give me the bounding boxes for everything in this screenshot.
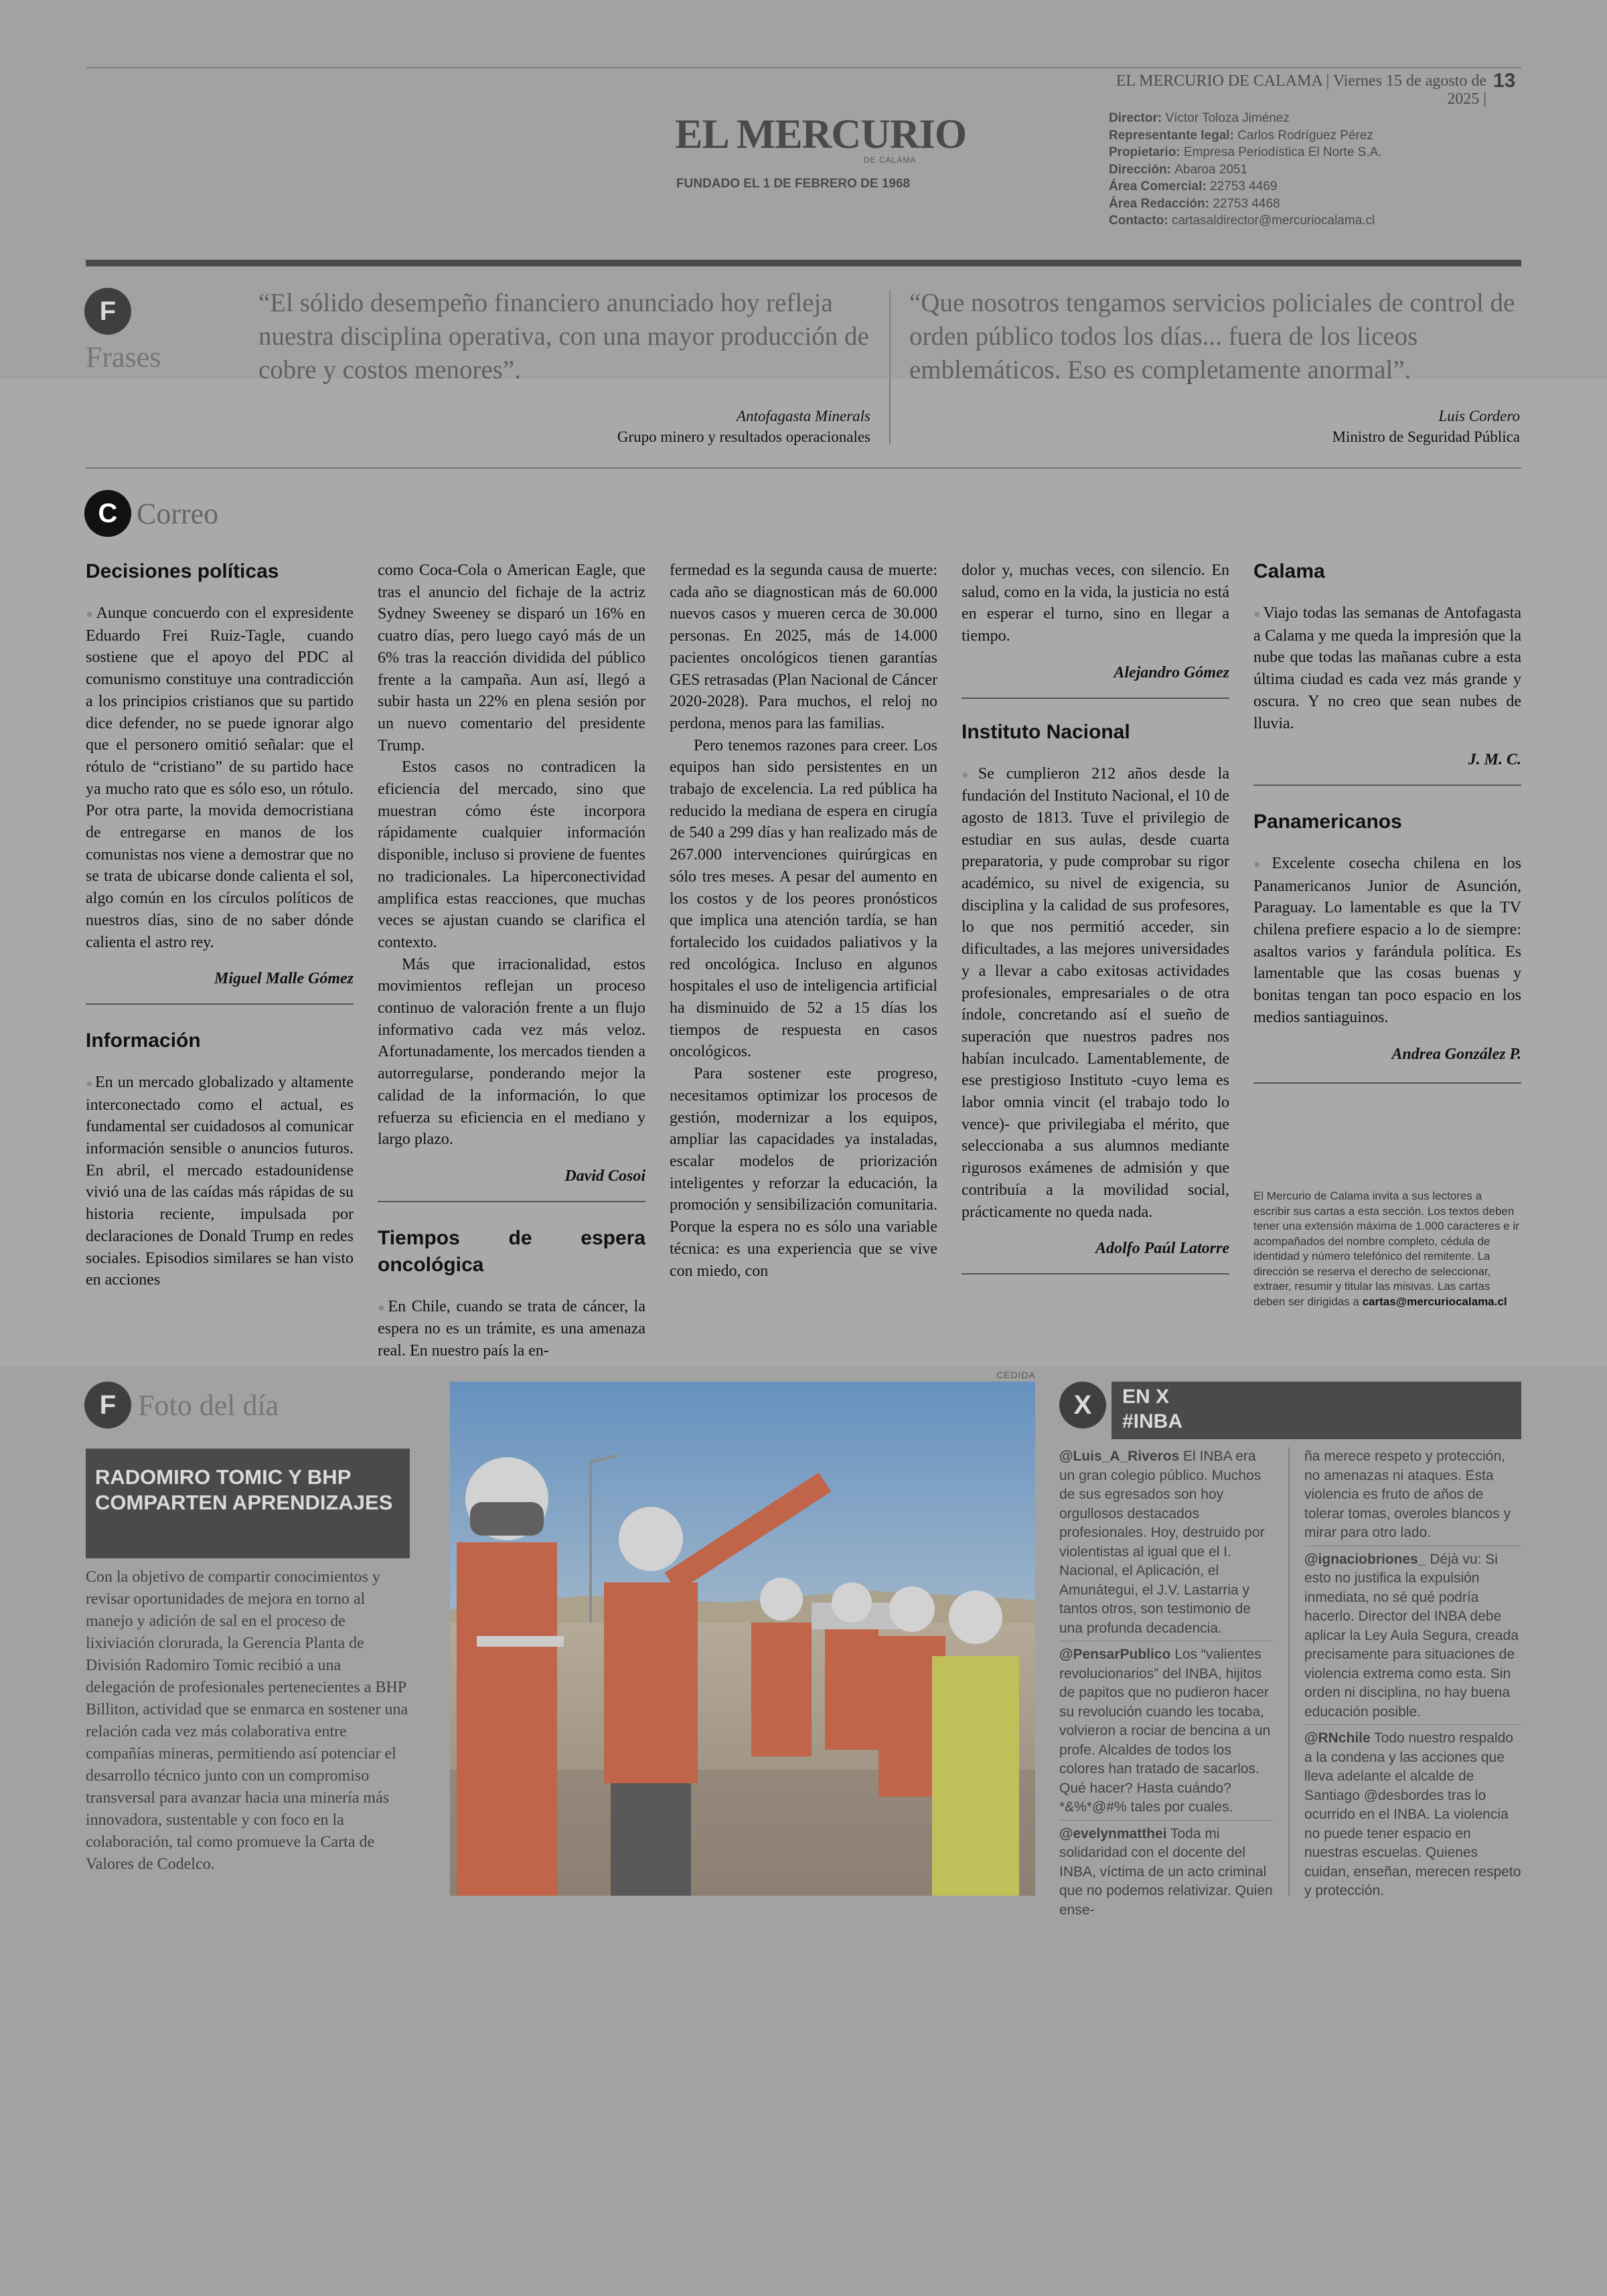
letter-signature-gonzalez: Andrea González P. [1391, 1045, 1521, 1063]
quote-2-author: Luis Cordero [1438, 408, 1520, 424]
letter-body-oncologica: ● En Chile, cuando se trata de cáncer, la espera no es un trámite, es una amenaza real. En nuestro país la en- [378, 1296, 645, 1362]
staff-label: Contacto: [1109, 214, 1172, 228]
letter-signature-jmc: J. M. C. [1468, 751, 1521, 769]
letter-body-oncologica-cont: fermedad es la segunda causa de muerte: cada año se diagnostican más de 60.000 nuevos casos y mueren cerca de 30.000 personas. En 2025, más de 14.000 pacientes oncológicos tienen garantías GES retrasadas (Plan Nacional de Cáncer 2020-2028). Para muchos, el reloj no perdona, menos para las familias. [670, 562, 937, 732]
quote-2-role: Ministro de Seguridad Pública [1332, 428, 1520, 445]
correo-column-5 [1253, 558, 1521, 1084]
staff-value: Abaroa 2051 [1174, 162, 1248, 177]
x-post-text: Los “valientes revolucionarios” del INBA, hijitos de papitos que no pudieron hacer su revolución cuando les tocaba, volvieron a rociar de bencina a un profe. Alcaldes de todos los colores han tratado de sacarlos. Qué hacer? Hasta cuándo? *&%*@#% tales por cuales. [1059, 1647, 1271, 1815]
staff-value: 22753 4469 [1210, 179, 1278, 193]
enx-header [1122, 1384, 1182, 1434]
letter-signature-cosoi: David Cosoi [564, 1167, 645, 1185]
enx-column-left [1059, 1447, 1274, 1926]
foto-badge: F [84, 1382, 131, 1428]
x-post-user[interactable]: @evelynmatthei [1059, 1825, 1167, 1841]
correo-column-4 [962, 560, 1229, 1275]
staff-row [1109, 178, 1497, 195]
x-post-user[interactable]: @RNchile [1304, 1730, 1371, 1746]
staff-label: Representante legal: [1109, 128, 1238, 143]
enx-title-line1: EN X [1122, 1386, 1170, 1408]
foto-title: Foto del día [138, 1389, 279, 1422]
letter-body-oncologica-p3: Para sostener este progreso, necesitamos optimizar los procesos de gestión, modernizar a los equipos, ampliar las capacidades ya instaladas, escalar modelos de priorización inteligentes y reforzar la educación, la promoción y sensibilización comunitaria. Porque la espera no es sólo una variable técnica: es una experiencia que se vive con miedo, con [670, 1065, 937, 1280]
x-post-user[interactable]: @PensarPublico [1059, 1647, 1171, 1662]
masthead-rule [86, 260, 1521, 266]
frases-title: Frases [86, 341, 161, 374]
x-post [1304, 1729, 1521, 1904]
frases-badge: F [84, 288, 131, 335]
x-post-text: Toda mi solidaridad con el docente del INBA, víctima de un acto criminal que no podemos relativizar. Quien ense- [1059, 1825, 1273, 1918]
staff-row [1109, 127, 1497, 145]
x-post-text: ña merece respeto y protección, no amenazas ni ataques. Esta violencia es fruto de años de tolerar tomas, overoles blancos y mirar para otro lado. [1304, 1449, 1511, 1540]
x-post-text: Todo nuestro respaldo a la condena y las acciones que lleva adelante el alcalde de Santiago @desbordes tras lo ocurrido en el INBA. La violencia no puede tener espacio en nuestras escuelas. Quienes cuidan, enseñan, merecen respeto y protección. [1304, 1730, 1521, 1898]
letter-body-oncologica-end: dolor y, muchas veces, con silencio. En salud, como en la vida, la justicia no está en esperar el turno, sino en llegar a tiempo. [962, 562, 1229, 645]
x-post [1059, 1645, 1274, 1821]
letter-body-informacion: ● En un mercado globalizado y altamente interconectado como el actual, es fundamental ser cuidadosos al comunicar información sensible o anuncios futuros. En abril, el mercado estadounidense vivió una de las caídas más rápidas de su historia reciente, impulsada por declaraciones de Donald Trump en redes sociales. Episodios similares se han visto en acciones [86, 1072, 354, 1291]
x-post-text: Déjà vu: Si esto no justifica la expulsión inmediata, no sé qué podría hacerlo. Director del INBA debe aplicar la Ley Aula Segura, creada precisamente para situaciones de violencia extrema como esta. Sin orden ni disciplina, no hay buena educación posible. [1304, 1551, 1519, 1720]
page-number: 13 [1493, 70, 1516, 92]
enx-badge: X [1059, 1382, 1106, 1428]
staff-row [1109, 110, 1497, 127]
staff-row [1109, 195, 1497, 213]
photo-credit: CEDIDA [996, 1370, 1036, 1380]
x-post [1304, 1447, 1521, 1546]
quote-1-author: Antofagasta Minerals [737, 408, 870, 424]
enx-column-right [1304, 1447, 1521, 1908]
quote-2-attribution [1185, 406, 1520, 447]
quote-1-role: Grupo minero y resultados operacionales [617, 428, 870, 445]
correo-column-1 [86, 558, 354, 1291]
letter-body-decisiones: ● Aunque concuerdo con el expresidente Eduardo Frei Ruiz-Tagle, cuando sostiene que el apoyo del PDC al comunismo constituye una contradicción a los principios cristianos que su partido dice defender, no se puede ignorar algo que el personero omitió señalar: que el rótulo de “cristiano” de su partido hace ya mucho rato que es sólo eso, un rótulo. Por otra parte, la movida democristiana de entregarse en manos de los comunistas nos viene a demostrar que no se trata de ubicarse donde calienta el sol, algo común en los círculos políticos de nuestros días, sino de no saber dónde calienta el astro rey. [86, 602, 354, 953]
letter-body-panamericanos: ● Excelente cosecha chilena en los Panamericanos Junior de Asunción, Paraguay. Lo lamentable es que la TV chilena prefiere espacio a lo de siempre: asaltos varios y farándula política. Es lamentable que las cosas buenas y bonitas tengan tan poco espacio en los medios santiaguinos. [1253, 853, 1521, 1029]
staff-value: 22753 4468 [1213, 196, 1280, 211]
correo-column-3 [670, 560, 937, 1282]
foto-headline: RADOMIRO TOMIC Y BHP COMPARTEN APRENDIZAJES [86, 1449, 410, 1558]
correo-column-2 [378, 560, 645, 1362]
staff-row [1109, 212, 1497, 230]
staff-label: Área Redacción: [1109, 196, 1213, 211]
correo-title: Correo [137, 497, 219, 530]
letter-signature-malle: Miguel Malle Gómez [214, 970, 354, 988]
staff-row [1109, 144, 1497, 161]
dateline: EL MERCURIO DE CALAMA | Viernes 15 de agosto de 2025 | [1116, 72, 1486, 108]
x-post-user[interactable]: @ignaciobriones_ [1304, 1551, 1426, 1567]
letter-body-instituto: ● Se cumplieron 212 años desde la fundación del Instituto Nacional, el 10 de agosto de 1813. Tuve el privilegio de estudiar en sus aulas, desde cuarta preparatoria, y pude comprobar su rigor académico, su nivel de exigencia, su disciplina y la calidad de sus profesores, lo que nos permitió acceder, sin dificultades, a las mejores universidades y a llevar a cabo exitosas actividades profesionales, empresariales o de otra índole, concretando así el sueño de superación que nuestros padres nos habían inculcado. Lamentablemente, de ese prestigioso Instituto -cuyo lema es labor omnia vincit (el trabajo todo lo vence)- que privilegiaba el mérito, que seleccionaba a sus alumnos mediante rigurosos exámenes de admisión y que contribuía a la movilidad social, prácticamente no queda nada. [962, 763, 1229, 1224]
letter-heading-instituto: Instituto Nacional [962, 720, 1130, 743]
letter-body-calama: ● Viajo todas las semanas de Antofagasta a Calama y me queda la impresión que la nube que todas las mañanas cubre a esta última ciudad es cada vez más grande y oscura. Y no creo que sean nubes de lluvia. [1253, 602, 1521, 734]
correo-badge: C [84, 490, 131, 537]
staff-value: Empresa Periodística El Norte S.A. [1183, 145, 1382, 159]
x-post-text: El INBA era un gran colegio público. Muchos de sus egresados son hoy orgullosos destacados profesionales. Hoy, destruido por violentistas al igual que el I. Nacional, el Aplicación, el Amunátegui, el J.V. Lastarria y tantos otros, son testimonio de una profunda decadencia. [1059, 1449, 1265, 1636]
enx-divider [1288, 1447, 1290, 1896]
top-rule [86, 67, 1521, 68]
quote-2-text: “Que nosotros tengamos servicios policiales de control de orden público todos los días... fuera de los liceos emblemáticos. Eso es completamente anormal”. [909, 289, 1515, 384]
letter-heading-oncologica: Tiempos de espera oncológica [378, 1226, 645, 1276]
letter-body-informacion-p3: Más que irracionalidad, estos movimientos reflejan un proceso continuo de valoración frente a un flujo informativo cada vez más veloz. Afortunadamente, los mercados tienden a autorregularse, ponderando mejor la calidad de la información, lo que refuerza su eficiencia en el mediano y largo plazo. [378, 955, 645, 1149]
letter-signature-paul: Adolfo Paúl Latorre [1095, 1240, 1229, 1258]
x-post-user[interactable]: @Luis_A_Riveros [1059, 1449, 1180, 1464]
letter-body-informacion-p2: Estos casos no contradicen la eficiencia del mercado, sino que muestran cómo éste incorpora rápidamente cualquier información disponible, incluso si proviene de fuentes no tradicionales. La hiperconectividad amplifica estas reacciones, que muchas veces se ajustan cuando se clarifica el contexto. [378, 758, 645, 951]
quote-1-text: “El sólido desempeño financiero anunciado hoy refleja nuestra disciplina operativa, con una mayor producción de cobre y costos menores”. [258, 289, 869, 384]
x-post [1059, 1447, 1274, 1641]
masthead-logo: EL MERCURIO [675, 112, 967, 157]
foto-caption: Con la objetivo de compartir conocimientos y revisar oportunidades de mejora en torno al manejo y adición de sal en el proceso de lixiviación clorurada, la Gerencia Planta de División Radomiro Tomic recibió a una delegación de profesionales pertenecientes a BHP Billiton, actividad que se enmarca en sostener una relación cada vez más colaborativa entre compañías mineras, permitiendo así potenciar el desarrollo técnico junto con un compromiso transversal para avanzar hacia una minería más innovadora, sustentable y con foco en la colaboración, tal como promueve la Carta de Valores de Codelco. [86, 1568, 408, 1873]
letter-heading-informacion: Información [86, 1029, 201, 1052]
letters-email[interactable]: cartas@mercuriocalama.cl [1362, 1295, 1507, 1308]
photo-of-the-day [450, 1382, 1035, 1896]
letter-heading-panamericanos: Panamericanos [1253, 810, 1402, 833]
staff-label: Director: [1109, 111, 1166, 125]
letter-heading-decisiones: Decisiones políticas [86, 560, 279, 582]
x-post [1304, 1550, 1521, 1726]
staff-value: Carlos Rodríguez Pérez [1237, 128, 1373, 143]
staff-row [1109, 161, 1497, 179]
staff-value: cartasaldirector@mercuriocalama.cl [1171, 214, 1375, 228]
enx-title-line2: #INBA [1122, 1410, 1183, 1432]
staff-label: Propietario: [1109, 145, 1184, 159]
letter-signature-gomez: Alejandro Gómez [1114, 663, 1229, 681]
staff-list [1109, 110, 1497, 230]
x-post [1059, 1825, 1274, 1923]
letter-body-oncologica-p2: Pero tenemos razones para creer. Los equipos han sido persistentes en un trabajo de excelencia. La red pública ha reducido la mediana de espera en cirugía de 540 a 299 días y han realizado más de 267.000 intervenciones quirúrgicas en sólo tres meses. A pesar del aumento en los costos y de los peores pronósticos que implica una atención tardía, se han fortalecido los cuidados paliativos y la red oncológica. Incluso en algunos hospitales el uso de inteligencia artificial ha disminuido de 52 a 15 días los tiempos de respuesta en casos oncológicos. [670, 736, 937, 1061]
frases-bottom-rule [86, 467, 1521, 469]
letter-heading-calama: Calama [1253, 560, 1325, 582]
letter-body-informacion-cont: como Coca-Cola o American Eagle, que tras el anuncio del fichaje de la actriz Sydney Sweeney se disparó un 16% en cuatro días, pero luego cayó más de un 6% tras la reacción dividida del público frente a la campaña. Aun así, llegó a subir hasta un 22% en plena sesión por un nuevo comentario del presidente Trump. [378, 562, 645, 754]
quote-1-attribution [536, 406, 870, 447]
letters-policy-note: El Mercurio de Calama invita a sus lectores a escribir sus cartas a esta sección. Los textos deben tener una extensión máxima de 1.000 caracteres e ir acompañados del nombre completo, cédula de identidad y número telefónico del remitente. La dirección se reserva el derecho de seleccionar, extraer, resumir y titular las misivas. Las cartas deben ser dirigidas a cartas@mercuriocalama.cl [1253, 1190, 1519, 1308]
frases-divider [889, 291, 891, 444]
masthead-logo-sub: DE CALAMA [864, 155, 917, 165]
staff-label: Dirección: [1109, 162, 1175, 177]
staff-value: Víctor Toloza Jiménez [1165, 111, 1290, 125]
founded-line: FUNDADO EL 1 DE FEBRERO DE 1968 [676, 177, 911, 191]
staff-label: Área Comercial: [1109, 179, 1211, 193]
